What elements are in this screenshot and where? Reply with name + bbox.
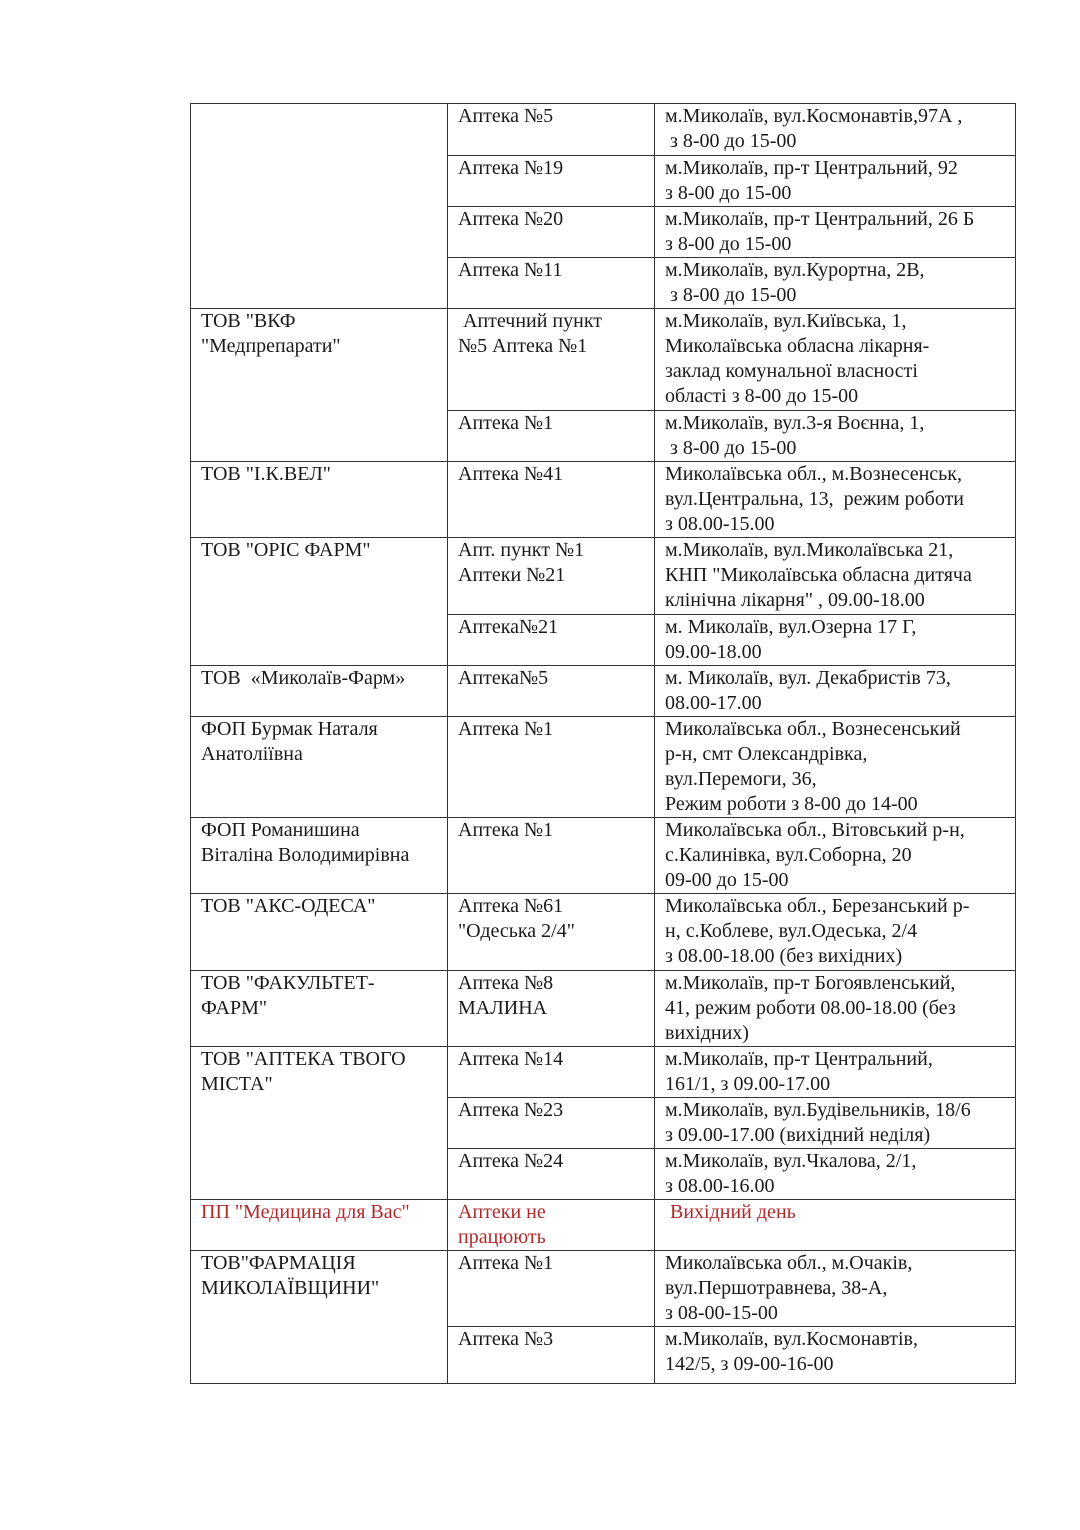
text-line: 09.00-18.00 [665, 641, 762, 663]
text-line: ТОВ "АПТЕКА ТВОГО [201, 1048, 406, 1070]
address-hours-cell [655, 207, 1016, 258]
text-line: Миколаївська обл., Вітовський р-н, [665, 819, 965, 841]
text-line: ФОП Бурмак Наталя [201, 718, 378, 740]
closed-text-line: працюють [458, 1226, 546, 1248]
table-row [191, 462, 1016, 538]
text-line: ТОВ "ВКФ [201, 310, 296, 332]
text-line: ТОВ "ОРІС ФАРМ" [201, 539, 371, 561]
pharmacy-name-cell [448, 411, 655, 462]
company-cell [191, 1047, 448, 1200]
address-hours-cell [655, 538, 1016, 615]
pharmacy-name-cell [448, 1251, 655, 1327]
company-cell [191, 1200, 448, 1251]
text-line: Аптека №24 [458, 1150, 564, 1172]
pharmacy-name-cell [448, 1327, 655, 1384]
text-line: Аптека №5 [458, 105, 554, 127]
table-row [191, 666, 1016, 717]
text-line: Віталіна Володимирівна [201, 844, 410, 866]
address-hours-cell [655, 1327, 1016, 1384]
pharmacy-name-cell [448, 615, 655, 666]
table-row [191, 894, 1016, 971]
text-line: Апт. пункт №1 [458, 539, 585, 561]
address-hours-cell [655, 615, 1016, 666]
text-line: Аптека №61 [458, 895, 564, 917]
company-cell [191, 462, 448, 538]
text-line: м.Миколаїв, вул.Миколаївська 21, [665, 539, 954, 561]
text-line: н, с.Коблеве, вул.Одеська, 2/4 [665, 920, 918, 942]
table-row [191, 717, 1016, 818]
text-line: Аптеки №21 [458, 564, 566, 586]
text-line: МІСТА" [201, 1073, 273, 1095]
address-hours-cell [655, 1098, 1016, 1149]
address-hours-cell [655, 1251, 1016, 1327]
table-row [191, 971, 1016, 1047]
text-line: ТОВ"ФАРМАЦІЯ [201, 1252, 356, 1274]
text-line: з 08.00-15.00 [665, 513, 775, 535]
pharmacy-name-cell [448, 666, 655, 717]
address-hours-cell [655, 258, 1016, 309]
pharmacy-name-cell [448, 717, 655, 818]
text-line: Аптека №8 [458, 972, 554, 994]
text-line: ФОП Романишина [201, 819, 360, 841]
text-line: м.Миколаїв, вул.3-я Воєнна, 1, [665, 412, 925, 434]
text-line: з 09.00-17.00 (вихідний неділя) [665, 1124, 931, 1146]
text-line: Аптека №41 [458, 463, 564, 485]
text-line: 08.00-17.00 [665, 692, 762, 714]
text-line: МАЛИНА [458, 997, 548, 1019]
text-line: з 08.00-16.00 [665, 1175, 775, 1197]
text-line: Аптека №14 [458, 1048, 564, 1070]
text-line: м.Миколаїв, вул.Будівельників, 18/6 [665, 1099, 971, 1121]
text-line: м.Миколаїв, вул.Чкалова, 2/1, [665, 1150, 917, 1172]
text-line: Миколаївська обл., Березанський р- [665, 895, 970, 917]
text-line: вул.Центральна, 13, режим роботи [665, 488, 965, 510]
address-hours-cell [655, 156, 1016, 207]
text-line: Анатоліївна [201, 743, 303, 765]
table-row [191, 818, 1016, 894]
pharmacy-name-cell [448, 894, 655, 971]
text-line: КНП "Миколаївська обласна дитяча [665, 564, 972, 586]
address-hours-cell [655, 462, 1016, 538]
pharmacy-schedule-table [190, 103, 1016, 1384]
table-row [191, 309, 1016, 411]
text-line: вул.Перемоги, 36, [665, 768, 817, 790]
pharmacy-name-cell [448, 1149, 655, 1200]
company-cell [191, 309, 448, 462]
text-line: ФАРМ" [201, 997, 268, 1019]
text-line: з 8-00 до 15-00 [665, 130, 797, 152]
text-line: м.Миколаїв, пр-т Богоявленський, [665, 972, 956, 994]
text-line: ТОВ "ФАКУЛЬТЕТ- [201, 972, 375, 994]
pharmacy-name-cell [448, 1047, 655, 1098]
text-line: з 08-00-15-00 [665, 1302, 778, 1324]
text-line: м.Миколаїв, пр-т Центральний, 26 Б [665, 208, 975, 230]
text-line: Аптека №19 [458, 157, 564, 179]
address-hours-cell [655, 1149, 1016, 1200]
table-row [191, 538, 1016, 615]
text-line: м.Миколаїв, вул.Київська, 1, [665, 310, 907, 332]
text-line: з 8-00 до 15-00 [665, 182, 792, 204]
address-hours-cell [655, 104, 1016, 156]
text-line: 142/5, з 09-00-16-00 [665, 1353, 834, 1375]
company-cell [191, 104, 448, 309]
closed-text-line: Вихідний день [665, 1201, 796, 1223]
text-line: р-н, смт Олександрівка, [665, 743, 868, 765]
company-cell [191, 1251, 448, 1384]
table-row [191, 104, 1016, 156]
text-line: 161/1, з 09.00-17.00 [665, 1073, 831, 1095]
text-line: ТОВ «Миколаїв-Фарм» [201, 667, 406, 689]
text-line: Аптека №20 [458, 208, 564, 230]
text-line: Аптека№21 [458, 616, 559, 638]
text-line: вихідних) [665, 1022, 749, 1044]
text-line: "Медпрепарати" [201, 335, 341, 357]
text-line: Миколаївська обл., Вознесенський [665, 718, 961, 740]
pharmacy-name-cell [448, 207, 655, 258]
address-hours-cell [655, 717, 1016, 818]
address-hours-cell [655, 971, 1016, 1047]
text-line: м.Миколаїв, вул.Космонавтів,97А , [665, 105, 963, 127]
text-line: Аптека №11 [458, 259, 563, 281]
text-line: клінічна лікарня" , 09.00-18.00 [665, 589, 925, 611]
text-line: м.Миколаїв, пр-т Центральний, [665, 1048, 933, 1070]
text-line: Аптека№5 [458, 667, 549, 689]
text-line: м. Миколаїв, вул. Декабристів 73, [665, 667, 951, 689]
address-hours-cell [655, 818, 1016, 894]
pharmacy-name-cell [448, 1098, 655, 1149]
company-cell [191, 538, 448, 666]
text-line: №5 Аптека №1 [458, 335, 588, 357]
text-line: м.Миколаїв, пр-т Центральний, 92 [665, 157, 958, 179]
table-row [191, 1200, 1016, 1251]
text-line: області з 8-00 до 15-00 [665, 385, 859, 407]
text-line: Режим роботи з 8-00 до 14-00 [665, 793, 918, 815]
text-line: заклад комунальної власності [665, 360, 918, 382]
text-line: Аптека №3 [458, 1328, 554, 1350]
text-line: МИКОЛАЇВЩИНИ" [201, 1277, 380, 1299]
closed-text-line: Аптеки не [458, 1201, 546, 1223]
pharmacy-name-cell [448, 258, 655, 309]
address-hours-cell [655, 894, 1016, 971]
text-line: Миколаївська обл., м.Вознесенськ, [665, 463, 963, 485]
text-line: з 8-00 до 15-00 [665, 437, 797, 459]
text-line: Аптека №1 [458, 412, 554, 434]
text-line: з 08.00-18.00 (без вихідних) [665, 945, 903, 967]
pharmacy-name-cell [448, 462, 655, 538]
text-line: ТОВ "АКС-ОДЕСА" [201, 895, 376, 917]
text-line: Аптека №23 [458, 1099, 564, 1121]
text-line: 41, режим роботи 08.00-18.00 (без [665, 997, 956, 1019]
text-line: Аптека №1 [458, 819, 554, 841]
address-hours-cell [655, 309, 1016, 411]
pharmacy-name-cell [448, 104, 655, 156]
pharmacy-name-cell [448, 538, 655, 615]
pharmacy-name-cell [448, 309, 655, 411]
address-hours-cell [655, 666, 1016, 717]
text-line: Миколаївська обласна лікарня- [665, 335, 930, 357]
text-line: Аптека №1 [458, 718, 554, 740]
address-hours-cell [655, 1200, 1016, 1251]
address-hours-cell [655, 411, 1016, 462]
company-cell [191, 894, 448, 971]
pharmacy-name-cell [448, 1200, 655, 1251]
address-hours-cell [655, 1047, 1016, 1098]
text-line: ТОВ "І.К.ВЕЛ" [201, 463, 331, 485]
text-line: м.Миколаїв, вул.Космонавтів, [665, 1328, 918, 1350]
text-line: вул.Першотравнева, 38-А, [665, 1277, 888, 1299]
text-line: з 8-00 до 15-00 [665, 233, 792, 255]
pharmacy-name-cell [448, 971, 655, 1047]
pharmacy-name-cell [448, 156, 655, 207]
text-line: "Одеська 2/4" [458, 920, 575, 942]
company-cell [191, 717, 448, 818]
table-row [191, 1251, 1016, 1327]
text-line: з 8-00 до 15-00 [665, 284, 797, 306]
company-cell [191, 971, 448, 1047]
text-line: Аптечний пункт [458, 310, 603, 332]
pharmacy-name-cell [448, 818, 655, 894]
text-line: Миколаївська обл., м.Очаків, [665, 1252, 913, 1274]
company-cell [191, 818, 448, 894]
closed-text-line: ПП "Медицина для Вас" [201, 1201, 410, 1223]
table-row [191, 1047, 1016, 1098]
text-line: м. Миколаїв, вул.Озерна 17 Г, [665, 616, 917, 638]
text-line: Аптека №1 [458, 1252, 554, 1274]
text-line: м.Миколаїв, вул.Курортна, 2В, [665, 259, 925, 281]
text-line: с.Калинівка, вул.Соборна, 20 [665, 844, 912, 866]
company-cell [191, 666, 448, 717]
text-line: 09-00 до 15-00 [665, 869, 789, 891]
